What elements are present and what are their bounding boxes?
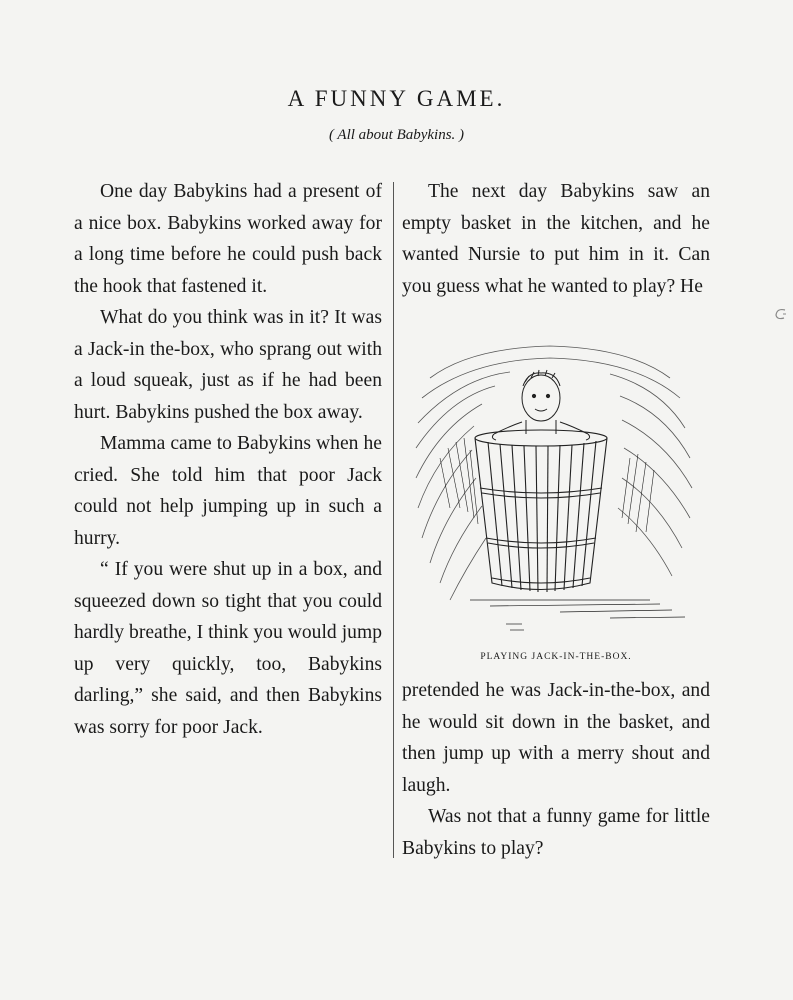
paragraph: pretended he was Jack-in-the-box, and he would sit down in the basket, and then jump up with a merry shout and laugh. — [402, 680, 710, 796]
page-edge-mark-icon — [773, 306, 789, 322]
page-title: A FUNNY GAME. — [287, 86, 506, 111]
paragraph: The next day Babykins saw an empty basket in the kitchen, and he wanted Nursie to put him in it. Can you guess what he wanted to play? He — [402, 181, 710, 297]
right-column-top — [402, 176, 710, 302]
paragraph: One day Babykins had a present of a nice box. Babykins worked away for a long time before he could push back the hook that fastened it. — [74, 181, 382, 297]
background-hatching — [416, 346, 692, 600]
paragraph: Was not that a funny game for little Babykins to play? — [402, 806, 710, 859]
page-subtitle: ( All about Babykins. ) — [328, 127, 465, 143]
right-column-bottom — [402, 675, 710, 864]
left-column — [74, 176, 382, 743]
paragraph: Mamma came to Babykins when he cried. She told him that poor Jack could not help jumping up in such a hurry. — [74, 433, 382, 549]
paragraph: “ If you were shut up in a box, and squeezed down so tight that you could hardly breathe, I think you would jump up very quickly, too, Babykins darling,” she said, and then Babykins was sorry for poor Jack. — [74, 559, 382, 738]
floor-lines — [470, 600, 685, 630]
paragraph: What do you think was in it? It was a Jack-in the-box, who sprang out with a loud squeak, just as if he had been hurt. Babykins pushed the box away. — [74, 307, 382, 423]
illustration-caption: PLAYING JACK-IN-THE-BOX. — [480, 652, 632, 662]
child-in-basket-illustration — [410, 338, 700, 643]
column-divider — [393, 182, 394, 858]
basket — [475, 430, 607, 592]
